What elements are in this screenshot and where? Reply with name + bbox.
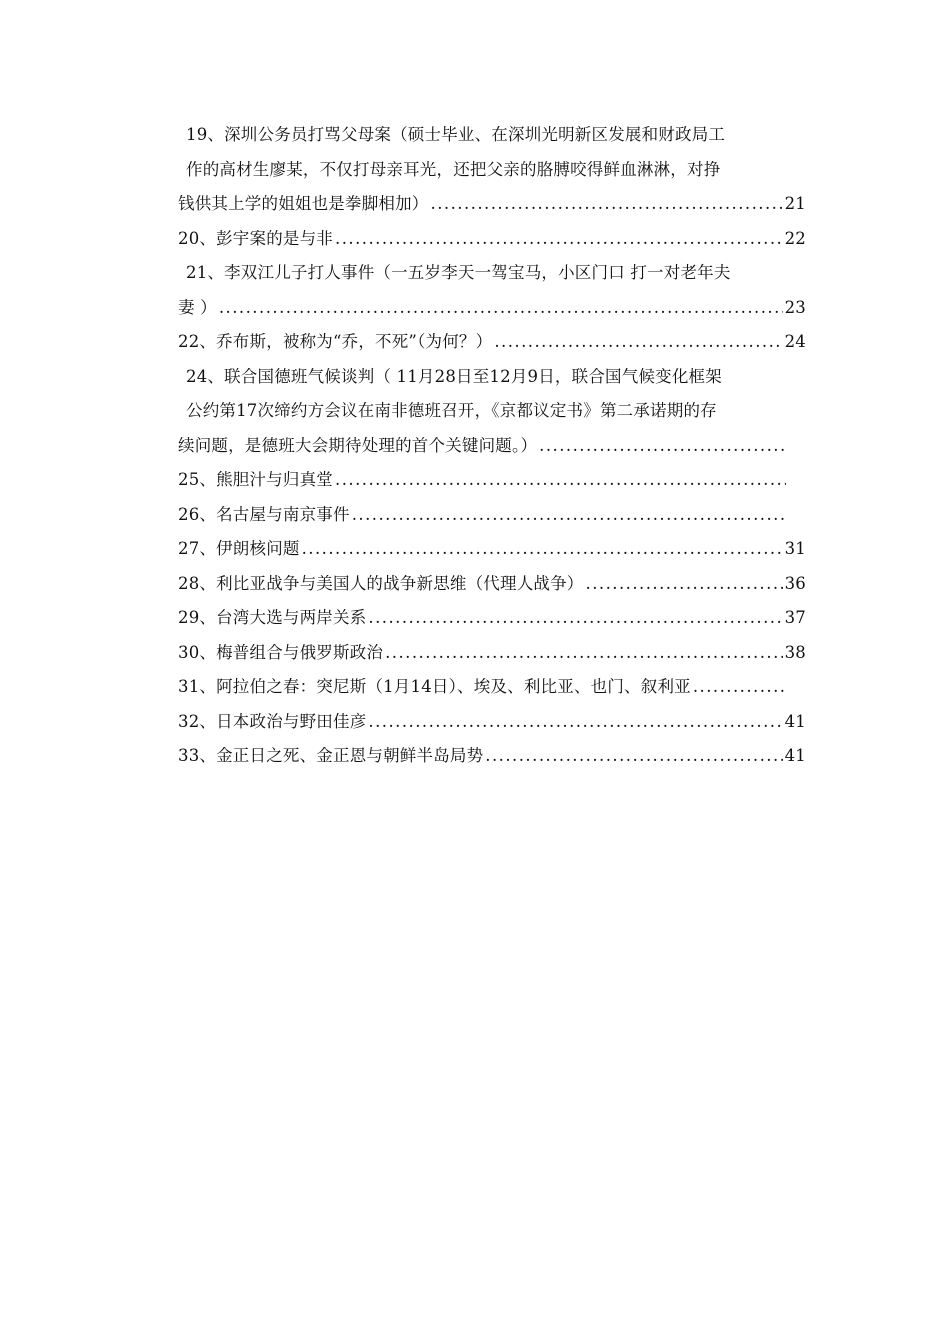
dot-leader [485, 739, 782, 774]
toc-entry[interactable] [178, 739, 806, 774]
toc-entry[interactable] [178, 532, 806, 567]
toc-entry-title: 钱供其上学的姐姐也是拳脚相加） [178, 194, 429, 213]
toc-entry-title: 25、熊胆汁与归真堂 [178, 470, 333, 489]
toc-page-number: 41 [784, 746, 806, 765]
toc-entry-title: 28、利比亚战争与美国人的战争新思维（代理人战争） [178, 573, 584, 593]
toc-page-number: 41 [784, 711, 806, 731]
toc-entry[interactable] [178, 567, 806, 602]
toc-entry-title: 26、名古屋与南京事件 [178, 504, 350, 524]
dot-leader [494, 325, 782, 360]
toc-entry-title: 33、金正日之死、金正恩与朝鲜半岛局势 [178, 746, 484, 765]
toc-entry-title: 29、台湾大选与两岸关系 [178, 608, 367, 627]
toc-entry-leader-line [178, 187, 806, 222]
toc-entry-title: 30、梅普组合与俄罗斯政治 [178, 642, 384, 662]
toc-entry[interactable] [178, 601, 806, 636]
dot-leader [335, 463, 786, 498]
toc-entry[interactable] [178, 256, 806, 325]
dot-leader [431, 187, 783, 222]
toc-entry[interactable] [178, 463, 806, 498]
toc-page-number: 38 [784, 642, 806, 662]
toc-entry[interactable] [178, 636, 806, 671]
toc-entry[interactable] [178, 118, 806, 222]
toc-page-number: 37 [784, 608, 806, 627]
toc-entry-leader-line [178, 670, 806, 705]
toc-entry-title: 20、彭宇案的是与非 [178, 228, 333, 248]
toc-entry-text-line: 21、李双江儿子打人事件（一五岁李天一驾宝马，小区门口 打一对老年夫 [186, 263, 731, 282]
toc-entry[interactable] [178, 325, 806, 360]
toc-entry[interactable] [178, 360, 806, 464]
toc-page-number: 36 [784, 573, 806, 593]
toc-entry-leader-line [178, 705, 806, 740]
toc-entry-text-line: 24、联合国德班气候谈判（ 11月28日至12月9日，联合国气候变化框架 [186, 366, 722, 386]
toc-entry-title: 27、伊朗核问题 [178, 539, 300, 558]
toc-page-number: 21 [784, 194, 806, 213]
toc-entry[interactable] [178, 222, 806, 257]
toc-entry-leader-line [178, 739, 806, 774]
toc-entry-leader-line [178, 498, 806, 533]
toc-entry-leader-line [178, 325, 806, 360]
toc-page-number: 22 [784, 228, 806, 248]
toc-entry[interactable] [178, 705, 806, 740]
dot-leader [335, 222, 783, 257]
toc-entry-text-line: 公约第17次缔约方会议在南非德班召开，《京都议定书》第二承诺期的存 [186, 401, 717, 420]
toc-entry-leader-line [178, 222, 806, 257]
toc-entry[interactable] [178, 670, 806, 705]
dot-leader [368, 705, 782, 740]
toc-entry-title: 31、阿拉伯之春：突尼斯（1月14日）、埃及、利比亚、也门、叙利亚 [178, 677, 691, 696]
toc-entry-text-line: 19、深圳公务员打骂父母案（硕士毕业、在深圳光明新区发展和财政局工 [186, 125, 726, 144]
toc-entry-title: 妻 ） [178, 297, 217, 317]
dot-leader [693, 670, 786, 705]
dot-leader [385, 636, 782, 671]
toc-entry-title: 32、日本政治与野田佳彦 [178, 711, 367, 731]
toc-page-number: 24 [784, 332, 806, 351]
dot-leader [539, 429, 786, 464]
dot-leader [302, 532, 783, 567]
dot-leader [219, 291, 783, 326]
toc-entry-leader-line [178, 567, 806, 602]
dot-leader [368, 601, 782, 636]
toc-entry-leader-line [178, 601, 806, 636]
toc-page-number: 31 [784, 539, 806, 558]
toc-page-number: 23 [784, 297, 806, 317]
table-of-contents [178, 118, 806, 774]
dot-leader [586, 567, 783, 602]
toc-entry-leader-line [178, 636, 806, 671]
toc-entry-leader-line [178, 532, 806, 567]
toc-entry-title: 续问题，是德班大会期待处理的首个关键问题。） [178, 435, 538, 455]
toc-entry-title: 22、乔布斯，被称为“乔，不死”（为何？） [178, 332, 493, 351]
toc-entry-text-line: 作的高材生廖某，不仅打母亲耳光，还把父亲的胳膊咬得鲜血淋淋，对挣 [186, 159, 721, 179]
dot-leader [352, 498, 786, 533]
toc-entry-leader-line [178, 463, 806, 498]
toc-entry[interactable] [178, 498, 806, 533]
toc-entry-leader-line [178, 291, 806, 326]
toc-entry-leader-line [178, 429, 806, 464]
